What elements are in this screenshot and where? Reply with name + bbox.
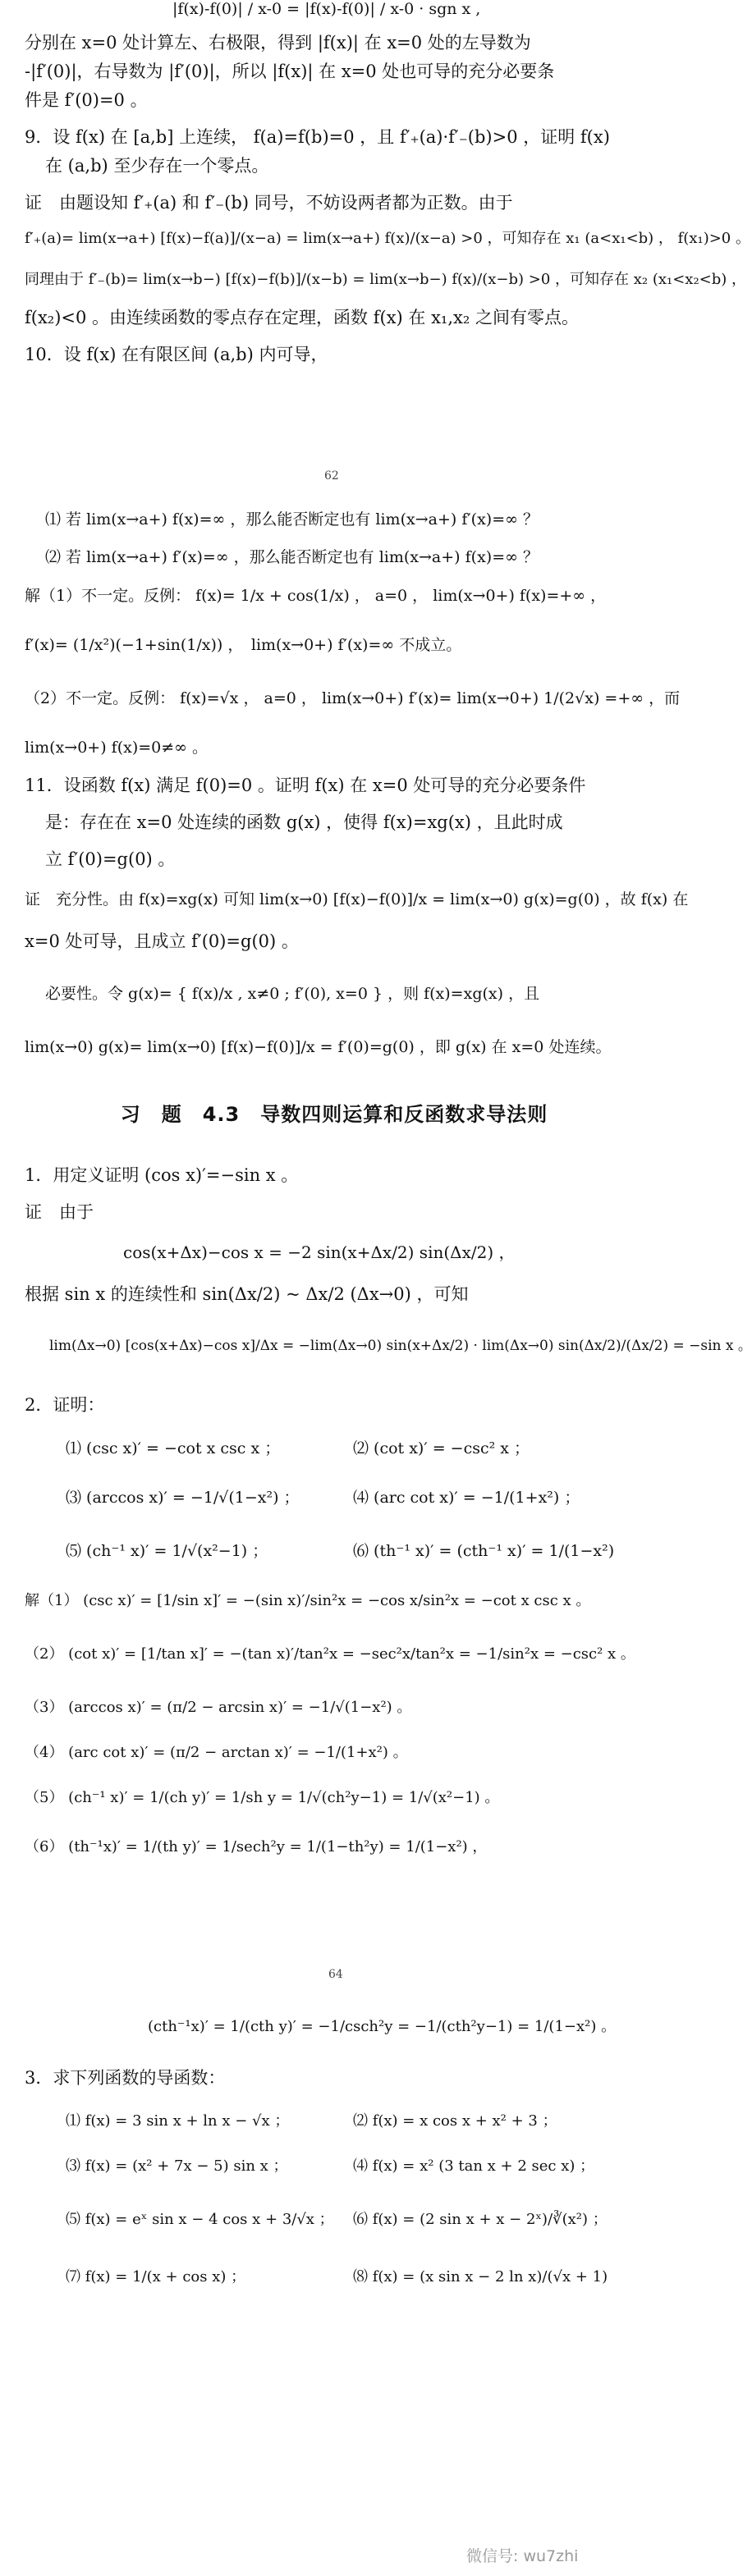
exercise-item: ⑴ f(x) = 3 sin x + ln x − √x ； (66, 2112, 290, 2130)
exercise-item: ⑹ (th⁻¹ x)′ = (cth⁻¹ x)′ = 1/(1−x²) (353, 1542, 615, 1560)
solution-line: （3） (arccos x)′ = (π/2 − arcsin x)′ = −1/√(1−x²) 。 (25, 1699, 412, 1716)
equation: lim(Δx→0) [cos(x+Δx)−cos x]/Δx = −lim(Δx→0) sin(x+Δx/2) · lim(Δx→0) sin(Δx/2)/(Δx/2) = −sin x 。 (49, 1338, 752, 1354)
problem-9-statement: 在 (a,b) 至少存在一个零点。 (45, 156, 269, 176)
exercise-item: ⑶ f(x) = (x² + 7x − 5) sin x ； (66, 2157, 288, 2175)
proof-line: 必要性。令 g(x)= { f(x)/x , x≠0 ; f′(0), x=0 } ，则 f(x)=xg(x) ，且 (45, 985, 540, 1003)
problem-11-statement: 是：存在在 x=0 处连续的函数 g(x) ，使得 f(x)=xg(x) ，且此时成 (45, 812, 563, 832)
exercise-item: ⑻ f(x) = (x sin x − 2 ln x)/(√x + 1) (353, 2268, 608, 2285)
proof-line: 同理由于 f′₋(b)= lim(x→b−) [f(x)−f(b)]/(x−b) = lim(x→b−) f(x)/(x−b) >0 ，可知存在 x₂ (x₁<x₂<b) ， (25, 271, 747, 288)
exercise-2-statement: 2．证明： (25, 1395, 105, 1415)
problem-11-statement: 立 f′(0)=g(0) 。 (45, 849, 176, 869)
proof-line: 根据 sin x 的连续性和 sin(Δx/2) ~ Δx/2 (Δx→0) ，可知 (25, 1284, 469, 1304)
proof-line: lim(x→0) g(x)= lim(x→0) [f(x)−f(0)]/x = f′(0)=g(0) ，即 g(x) 在 x=0 处连续。 (25, 1038, 612, 1056)
problem-9-statement: 9．设 f(x) 在 [a,b] 上连续， f(a)=f(b)=0 ，且 f′₊(a)·f′₋(b)>0 ，证明 f(x) (25, 127, 610, 147)
solution-line: f′(x)= (1/x²)(−1+sin(1/x)) ， lim(x→0+) f′(x)=∞ 不成立。 (25, 636, 462, 654)
watermark: 微信号: wu7zhi (466, 2547, 579, 2565)
exercise-1-statement: 1．用定义证明 (cos x)′=−sin x 。 (25, 1165, 299, 1185)
paragraph-line: 件是 f′(0)=0 。 (25, 90, 148, 110)
equation: cos(x+Δx)−cos x = −2 sin(x+Δx/2) sin(Δx/2) ， (123, 1242, 516, 1262)
solution-line: （5） (ch⁻¹ x)′ = 1/(ch y)′ = 1/sh y = 1/√(ch²y−1) = 1/√(x²−1) 。 (25, 1789, 500, 1806)
proof-line: 证 由于 (25, 1202, 94, 1222)
exercise-item: ⑵ (cot x)′ = −csc² x ； (353, 1439, 530, 1457)
exercise-item: ⑴ (csc x)′ = −cot x csc x ； (66, 1439, 281, 1457)
proof-line: 证 由题设知 f′₊(a) 和 f′₋(b) 同号，不妨设两者都为正数。由于 (25, 193, 513, 213)
exercise-item: ⑸ f(x) = eˣ sin x − 4 cos x + 3/√x ； (66, 2211, 334, 2228)
exercise-3-statement: 3．求下列函数的导函数： (25, 2068, 226, 2088)
solution-line: （6） (th⁻¹x)′ = 1/(th y)′ = 1/sech²y = 1/(1−th²y) = 1/(1−x²) ， (25, 1838, 488, 1855)
exercise-item: ⑹ f(x) = (2 sin x + x − 2ˣ)/∛(x²) ； (353, 2211, 608, 2228)
paragraph-line: -|f′(0)|，右导数为 |f′(0)|，所以 |f(x)| 在 x=0 处也可导的充分必要条 (25, 62, 555, 81)
proof-line: 证 充分性。由 f(x)=xg(x) 可知 lim(x→0) [f(x)−f(0)]/x = lim(x→0) g(x)=g(0) ，故 f(x) 在 (25, 890, 689, 908)
equation: (cth⁻¹x)′ = 1/(cth y)′ = −1/csch²y = −1/(cth²y−1) = 1/(1−x²) 。 (148, 2018, 617, 2035)
exercise-item: ⑺ f(x) = 1/(x + cos x) ； (66, 2268, 246, 2285)
solution-line: 解（1）不一定。反例： f(x)= 1/x + cos(1/x) ， a=0 ， lim(x→0+) f(x)=+∞ ， (25, 587, 607, 605)
proof-line: f′₊(a)= lim(x→a+) [f(x)−f(a)]/(x−a) = lim(x→a+) f(x)/(x−a) >0 ，可知存在 x₁ (a<x₁<b) ， f(x₁)>0 。 (25, 230, 750, 247)
section-title: 习 题 4.3 导数四则运算和反函数求导法则 (120, 1103, 548, 1126)
top-fragment: |f(x)-f(0)| / x-0 = |f(x)-f(0)| / x-0 · sgn x , (172, 0, 481, 18)
solution-line: （2）不一定。反例： f(x)=√x ， a=0 ， lim(x→0+) f′(x)= lim(x→0+) 1/(2√x) =+∞ ，而 (25, 689, 681, 707)
problem-10-part: ⑵ 若 lim(x→a+) f′(x)=∞ ，那么能否断定也有 lim(x→a+) f(x)=∞ ？ (45, 548, 539, 566)
page-number: 62 (324, 469, 339, 483)
exercise-item: ⑵ f(x) = x cos x + x² + 3 ； (353, 2112, 557, 2130)
proof-line: x=0 处可导，且成立 f′(0)=g(0) 。 (25, 931, 299, 951)
problem-10-statement: 10．设 f(x) 在有限区间 (a,b) 内可导， (25, 345, 328, 364)
solution-line: （2） (cot x)′ = [1/tan x]′ = −(tan x)′/tan²x = −sec²x/tan²x = −1/sin²x = −csc² x 。 (25, 1645, 635, 1663)
problem-10-part: ⑴ 若 lim(x→a+) f(x)=∞ ，那么能否断定也有 lim(x→a+) f′(x)=∞ ？ (45, 510, 539, 528)
paragraph-line: 分别在 x=0 处计算左、右极限，得到 |f(x)| 在 x=0 处的左导数为 (25, 33, 531, 53)
exercise-item: ⑸ (ch⁻¹ x)′ = 1/√(x²−1) ； (66, 1542, 268, 1560)
solution-line: 解（1） (csc x)′ = [1/sin x]′ = −(sin x)′/sin²x = −cos x/sin²x = −cot x csc x 。 (25, 1592, 591, 1609)
solution-line: lim(x→0+) f(x)=0≠∞ 。 (25, 739, 209, 757)
exercise-item: ⑷ (arc cot x)′ = −1/(1+x²) ； (353, 1489, 580, 1507)
proof-line: f(x₂)<0 。由连续函数的零点存在定理，函数 f(x) 在 x₁,x₂ 之间有零点。 (25, 308, 579, 327)
problem-11-statement: 11．设函数 f(x) 满足 f(0)=0 。证明 f(x) 在 x=0 处可导的充分必要条件 (25, 776, 586, 795)
page-number: 64 (328, 1968, 343, 1981)
exercise-item: ⑶ (arccos x)′ = −1/√(1−x²) ； (66, 1489, 300, 1507)
solution-line: （4） (arc cot x)′ = (π/2 − arctan x)′ = −1/(1+x²) 。 (25, 1744, 408, 1761)
exercise-item: ⑷ f(x) = x² (3 tan x + 2 sec x) ； (353, 2157, 595, 2175)
